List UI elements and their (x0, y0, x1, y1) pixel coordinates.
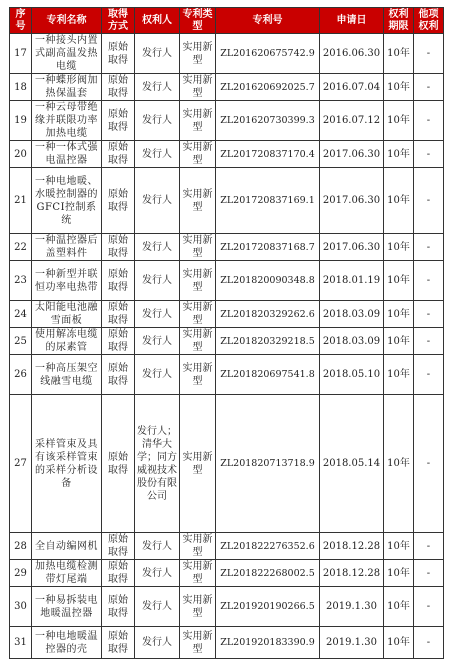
cell-name: 加热电缆检测带灯尾端 (32, 560, 102, 587)
cell-application-date: 2019.1.30 (320, 627, 384, 659)
cell-term: 10年 (384, 627, 414, 659)
cell-name: 一种易拆装电地暖温控器 (32, 587, 102, 627)
cell-method: 原始取得 (102, 627, 135, 659)
cell-application-date: 2017.06.30 (320, 141, 384, 168)
cell-name: 使用解冻电缆的尿素管 (32, 328, 102, 355)
cell-patent-number: ZL201820713718.9 (216, 395, 320, 533)
cell-holder: 发行人 (135, 328, 180, 355)
cell-other-rights: - (414, 301, 444, 328)
cell-no: 22 (10, 234, 32, 261)
cell-type: 实用新型 (180, 301, 216, 328)
cell-method: 原始取得 (102, 101, 135, 141)
header-other-rights: 他项权利 (414, 8, 444, 34)
cell-holder: 发行人 (135, 101, 180, 141)
cell-name: 一种云母带绝缘并联限功率加热电缆 (32, 101, 102, 141)
table-row (10, 234, 444, 261)
cell-no: 21 (10, 168, 32, 234)
cell-term: 10年 (384, 328, 414, 355)
cell-method: 原始取得 (102, 395, 135, 533)
cell-method: 原始取得 (102, 168, 135, 234)
cell-patent-number: ZL201720837170.4 (216, 141, 320, 168)
cell-type: 实用新型 (180, 168, 216, 234)
cell-term: 10年 (384, 301, 414, 328)
cell-patent-number: ZL201820329218.5 (216, 328, 320, 355)
cell-type: 实用新型 (180, 74, 216, 101)
patent-table (9, 7, 444, 659)
cell-name: 一种温控器后盖塑料件 (32, 234, 102, 261)
table-header-row (10, 8, 444, 34)
cell-holder: 发行人 (135, 560, 180, 587)
cell-patent-number: ZL201920183390.9 (216, 627, 320, 659)
cell-method: 原始取得 (102, 261, 135, 301)
cell-holder: 发行人；清华大学；同方威视技术股份有限公司 (135, 395, 180, 533)
cell-term: 10年 (384, 101, 414, 141)
cell-type: 实用新型 (180, 34, 216, 74)
cell-type: 实用新型 (180, 587, 216, 627)
cell-no: 27 (10, 395, 32, 533)
cell-no: 17 (10, 34, 32, 74)
cell-type: 实用新型 (180, 627, 216, 659)
header-type: 专利类型 (180, 8, 216, 34)
table-row (10, 533, 444, 560)
cell-type: 实用新型 (180, 101, 216, 141)
cell-name: 采样管束及具有该采样管束的采样分析设备 (32, 395, 102, 533)
cell-application-date: 2018.12.28 (320, 560, 384, 587)
cell-application-date: 2016.07.04 (320, 74, 384, 101)
cell-term: 10年 (384, 355, 414, 395)
cell-holder: 发行人 (135, 74, 180, 101)
cell-application-date: 2018.03.09 (320, 301, 384, 328)
cell-holder: 发行人 (135, 533, 180, 560)
cell-other-rights: - (414, 627, 444, 659)
cell-term: 10年 (384, 533, 414, 560)
table-row (10, 74, 444, 101)
cell-holder: 发行人 (135, 261, 180, 301)
cell-other-rights: - (414, 355, 444, 395)
cell-type: 实用新型 (180, 355, 216, 395)
cell-no: 26 (10, 355, 32, 395)
cell-no: 28 (10, 533, 32, 560)
table-row (10, 101, 444, 141)
table-row (10, 141, 444, 168)
cell-type: 实用新型 (180, 261, 216, 301)
table-row (10, 34, 444, 74)
cell-method: 原始取得 (102, 560, 135, 587)
cell-name: 一种接头内置式副高温发热电缆 (32, 34, 102, 74)
cell-application-date: 2018.05.10 (320, 355, 384, 395)
cell-name: 全自动编网机 (32, 533, 102, 560)
table-row (10, 301, 444, 328)
table-row (10, 587, 444, 627)
header-name: 专利名称 (32, 8, 102, 34)
table-row (10, 261, 444, 301)
cell-type: 实用新型 (180, 395, 216, 533)
header-holder: 权利人 (135, 8, 180, 34)
cell-holder: 发行人 (135, 355, 180, 395)
cell-patent-number: ZL201820329262.6 (216, 301, 320, 328)
header-term: 权利期限 (384, 8, 414, 34)
table-row (10, 395, 444, 533)
cell-term: 10年 (384, 141, 414, 168)
cell-no: 29 (10, 560, 32, 587)
cell-name: 一种高压架空线融雪电缆 (32, 355, 102, 395)
cell-no: 30 (10, 587, 32, 627)
table-row (10, 328, 444, 355)
header-patent-number: 专利号 (216, 8, 320, 34)
cell-other-rights: - (414, 587, 444, 627)
cell-term: 10年 (384, 395, 414, 533)
cell-method: 原始取得 (102, 328, 135, 355)
cell-holder: 发行人 (135, 301, 180, 328)
cell-type: 实用新型 (180, 328, 216, 355)
cell-method: 原始取得 (102, 533, 135, 560)
header-no: 序号 (10, 8, 32, 34)
table-row (10, 355, 444, 395)
cell-other-rights: - (414, 328, 444, 355)
cell-type: 实用新型 (180, 234, 216, 261)
cell-other-rights: - (414, 533, 444, 560)
cell-application-date: 2017.06.30 (320, 234, 384, 261)
cell-no: 23 (10, 261, 32, 301)
cell-patent-number: ZL201720837169.1 (216, 168, 320, 234)
header-method: 取得方式 (102, 8, 135, 34)
cell-other-rights: - (414, 141, 444, 168)
cell-patent-number: ZL201620730399.3 (216, 101, 320, 141)
cell-patent-number: ZL201820697541.8 (216, 355, 320, 395)
cell-patent-number: ZL201620692025.7 (216, 74, 320, 101)
cell-other-rights: - (414, 261, 444, 301)
cell-method: 原始取得 (102, 74, 135, 101)
cell-patent-number: ZL201822268002.5 (216, 560, 320, 587)
cell-no: 20 (10, 141, 32, 168)
cell-application-date: 2018.01.19 (320, 261, 384, 301)
cell-patent-number: ZL201920190266.5 (216, 587, 320, 627)
cell-other-rights: - (414, 395, 444, 533)
cell-patent-number: ZL201620675742.9 (216, 34, 320, 74)
cell-other-rights: - (414, 101, 444, 141)
cell-term: 10年 (384, 261, 414, 301)
cell-method: 原始取得 (102, 34, 135, 74)
cell-no: 24 (10, 301, 32, 328)
cell-holder: 发行人 (135, 34, 180, 74)
cell-name: 一种蝶形阀加热保温套 (32, 74, 102, 101)
cell-other-rights: - (414, 34, 444, 74)
cell-term: 10年 (384, 587, 414, 627)
cell-term: 10年 (384, 234, 414, 261)
cell-holder: 发行人 (135, 627, 180, 659)
cell-application-date: 2018.05.14 (320, 395, 384, 533)
cell-application-date: 2016.06.30 (320, 34, 384, 74)
cell-other-rights: - (414, 234, 444, 261)
cell-method: 原始取得 (102, 301, 135, 328)
cell-no: 31 (10, 627, 32, 659)
cell-name: 一种一体式强电温控器 (32, 141, 102, 168)
table-row (10, 560, 444, 587)
cell-application-date: 2017.06.30 (320, 168, 384, 234)
cell-name: 太阳能电池融雪面板 (32, 301, 102, 328)
cell-other-rights: - (414, 560, 444, 587)
cell-holder: 发行人 (135, 141, 180, 168)
cell-type: 实用新型 (180, 141, 216, 168)
table-row (10, 168, 444, 234)
cell-other-rights: - (414, 74, 444, 101)
cell-application-date: 2018.03.09 (320, 328, 384, 355)
cell-method: 原始取得 (102, 587, 135, 627)
cell-no: 25 (10, 328, 32, 355)
cell-term: 10年 (384, 74, 414, 101)
cell-holder: 发行人 (135, 168, 180, 234)
cell-name: 一种电地暖温控器的壳 (32, 627, 102, 659)
cell-patent-number: ZL201820090348.8 (216, 261, 320, 301)
cell-application-date: 2019.1.30 (320, 587, 384, 627)
cell-application-date: 2016.07.12 (320, 101, 384, 141)
cell-holder: 发行人 (135, 234, 180, 261)
cell-no: 19 (10, 101, 32, 141)
cell-holder: 发行人 (135, 587, 180, 627)
table-row (10, 627, 444, 659)
cell-other-rights: - (414, 168, 444, 234)
cell-type: 实用新型 (180, 560, 216, 587)
cell-no: 18 (10, 74, 32, 101)
cell-term: 10年 (384, 560, 414, 587)
patent-table-container (9, 7, 444, 659)
cell-term: 10年 (384, 34, 414, 74)
cell-patent-number: ZL201720837168.7 (216, 234, 320, 261)
cell-patent-number: ZL201822276352.6 (216, 533, 320, 560)
cell-application-date: 2018.12.28 (320, 533, 384, 560)
cell-name: 一种新型并联恒功率电热带 (32, 261, 102, 301)
cell-method: 原始取得 (102, 141, 135, 168)
cell-type: 实用新型 (180, 533, 216, 560)
header-application-date: 申请日 (320, 8, 384, 34)
cell-method: 原始取得 (102, 234, 135, 261)
cell-name: 一种电地暖、水暖控制器的GFCI控制系统 (32, 168, 102, 234)
cell-method: 原始取得 (102, 355, 135, 395)
cell-term: 10年 (384, 168, 414, 234)
